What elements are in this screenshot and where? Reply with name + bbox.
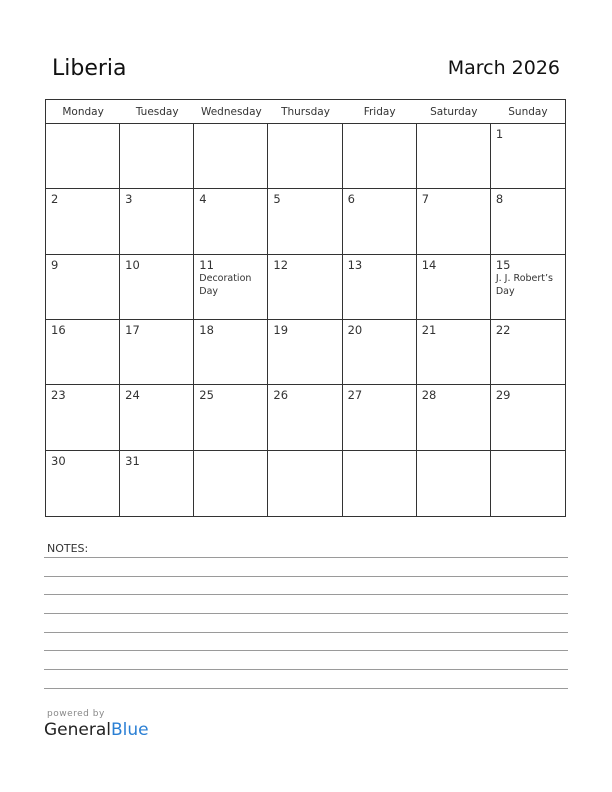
holiday-label: Decoration Day: [199, 272, 252, 297]
day-cell: [194, 255, 268, 320]
day-cell: [120, 385, 194, 450]
day-number: 19: [273, 323, 289, 337]
day-number: 29: [495, 388, 511, 403]
notes-line: [44, 632, 568, 633]
weekday-header-tuesday: Tuesday: [120, 100, 194, 124]
day-cell: [268, 255, 342, 320]
powered-by-text: powered by: [47, 709, 105, 719]
day-cell: [343, 124, 417, 189]
day-number: 18: [199, 323, 214, 337]
day-cell: [46, 189, 120, 254]
day-cell: [343, 189, 417, 254]
day-number: 27: [347, 388, 363, 403]
day-cell: [120, 255, 194, 320]
day-cell: [417, 320, 491, 385]
notes-line: [44, 613, 568, 614]
calendar-grid: [45, 99, 566, 517]
day-cell: [417, 189, 491, 254]
day-number: 26: [273, 388, 289, 403]
day-number: 22: [495, 323, 511, 337]
day-number: 30: [51, 453, 66, 468]
day-number: 10: [125, 257, 140, 272]
day-number: 17: [125, 323, 140, 337]
day-cell: [120, 124, 194, 189]
day-cell: [268, 320, 342, 385]
day-cell: [491, 189, 565, 254]
day-number: 6: [347, 192, 355, 207]
weekday-header-thursday: Thursday: [268, 100, 342, 124]
day-cell: [417, 385, 491, 450]
day-number: 24: [125, 388, 140, 403]
notes-line: [44, 669, 568, 670]
day-cell: [343, 320, 417, 385]
generalblue-logo[interactable]: [44, 720, 149, 740]
notes-label: NOTES:: [47, 542, 89, 555]
day-number: 14: [421, 257, 437, 272]
holiday-label: J. J. Robert’s Day: [495, 272, 553, 297]
day-cell: [46, 385, 120, 450]
notes-line: [44, 594, 568, 595]
day-number: 1: [495, 127, 504, 141]
day-number: 16: [51, 323, 66, 337]
day-cell: [194, 385, 268, 450]
brand-general: General: [44, 720, 111, 740]
day-number: 31: [125, 453, 140, 468]
weekday-header-saturday: Saturday: [417, 100, 491, 124]
day-number: 20: [347, 323, 363, 337]
weekday-header-sunday: Sunday: [491, 100, 565, 124]
day-cell: [46, 124, 120, 189]
notes-line: [44, 650, 568, 651]
day-cell: [194, 124, 268, 189]
day-cell: [268, 451, 342, 516]
day-cell: [46, 255, 120, 320]
day-cell: [46, 451, 120, 516]
month-title: March 2026: [447, 57, 560, 79]
day-cell: [194, 451, 268, 516]
day-cell: [343, 385, 417, 450]
day-cell: [491, 255, 565, 320]
day-cell: [343, 451, 417, 516]
day-cell: [417, 255, 491, 320]
day-number: 13: [347, 257, 363, 272]
day-cell: [120, 189, 194, 254]
day-cell: [417, 451, 491, 516]
day-cell: [343, 255, 417, 320]
day-number: 23: [51, 388, 66, 403]
day-cell: [417, 124, 491, 189]
day-number: 8: [495, 192, 504, 207]
day-number: 2: [51, 192, 59, 207]
day-cell: [491, 385, 565, 450]
day-number: 11: [199, 257, 214, 272]
notes-line: [44, 557, 568, 558]
day-number: 28: [421, 388, 437, 403]
day-number: 12: [273, 257, 289, 272]
day-number: 7: [421, 192, 430, 207]
day-number: 4: [199, 192, 207, 207]
day-cell: [268, 385, 342, 450]
day-cell: [491, 124, 565, 189]
day-cell: [194, 320, 268, 385]
day-number: 3: [125, 192, 133, 207]
notes-line: [44, 576, 568, 577]
day-number: 21: [421, 323, 437, 337]
day-number: 9: [51, 257, 59, 272]
day-cell: [120, 320, 194, 385]
day-cell: [194, 189, 268, 254]
day-number: 5: [273, 192, 281, 207]
day-cell: [46, 320, 120, 385]
weekday-header-friday: Friday: [343, 100, 417, 124]
weekday-header-wednesday: Wednesday: [194, 100, 268, 124]
day-cell: [491, 451, 565, 516]
weekday-header-monday: Monday: [46, 100, 120, 124]
day-cell: [268, 124, 342, 189]
country-title: Liberia: [52, 56, 127, 81]
day-cell: [120, 451, 194, 516]
notes-line: [44, 688, 568, 689]
day-number: 25: [199, 388, 214, 403]
day-cell: [491, 320, 565, 385]
brand-blue: Blue: [111, 720, 149, 740]
day-number: 15: [495, 257, 511, 272]
day-cell: [268, 189, 342, 254]
